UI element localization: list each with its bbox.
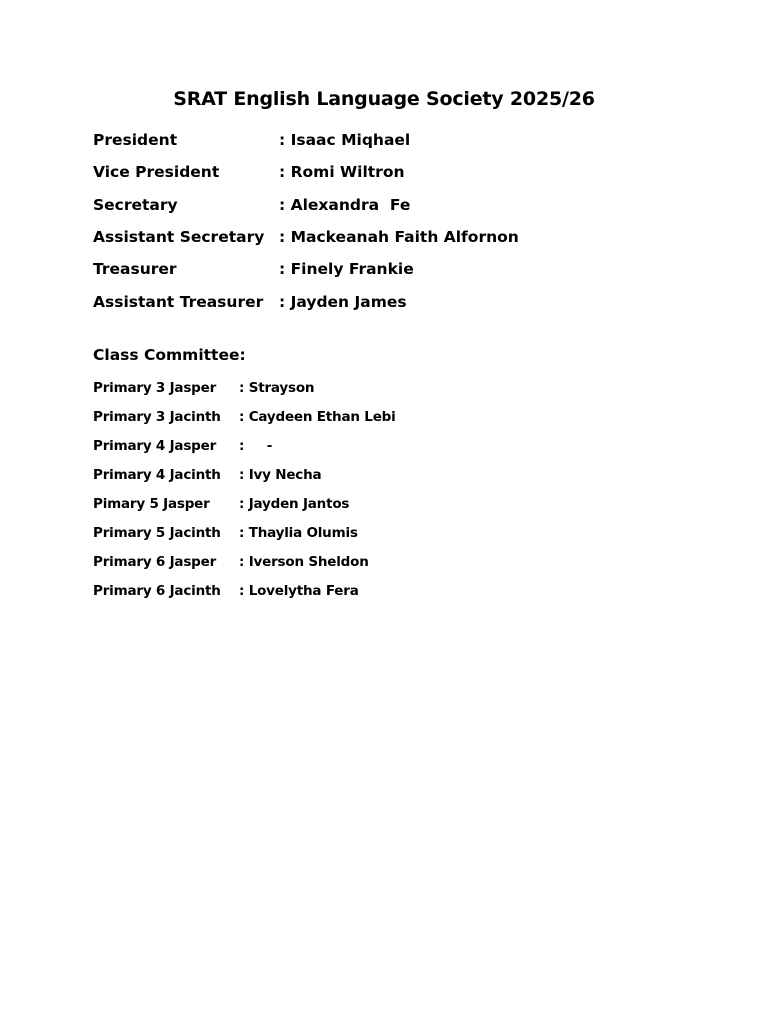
officer-row-assistant-treasurer [93,285,653,317]
officer-name: : Alexandra Fe [279,195,411,214]
class-representative: : Caydeen Ethan Lebi [239,408,396,425]
officer-name: : Romi Wiltron [279,163,405,182]
class-name: Primary 3 Jacinth [93,408,221,425]
officer-role: Assistant Treasurer [93,292,264,311]
officer-name: : Jayden James [279,292,407,311]
officers-list [93,124,653,318]
officer-name: : Mackeanah Faith Alfornon [279,228,519,247]
committee-row [93,547,593,576]
class-name: Primary 4 Jacinth [93,466,221,483]
officer-role: Secretary [93,195,178,214]
officer-row-vice-president [93,156,653,188]
committee-row [93,431,593,460]
class-committee-list [93,373,593,605]
officer-row-assistant-secretary [93,221,653,253]
class-representative: : Strayson [239,379,315,396]
officer-row-president [93,124,653,156]
officer-row-secretary [93,189,653,221]
document-title: SRAT English Language Society 2025/26 [173,88,595,110]
committee-row [93,402,593,431]
class-representative: : Jayden Jantos [239,495,350,512]
committee-row [93,576,593,605]
officer-role: Treasurer [93,260,177,279]
class-name: Primary 4 Jasper [93,437,217,454]
committee-row [93,489,593,518]
class-representative: : - [239,437,273,454]
class-representative: : Iverson Sheldon [239,553,369,570]
class-name: Pimary 5 Jasper [93,495,210,512]
committee-row [93,373,593,402]
class-name: Primary 5 Jacinth [93,524,221,541]
officer-role: President [93,131,178,150]
class-name: Primary 6 Jacinth [93,582,221,599]
officer-name: : Finely Frankie [279,260,414,279]
officer-role: Assistant Secretary [93,228,265,247]
committee-row [93,460,593,489]
officer-name: : Isaac Miqhael [279,131,411,150]
officer-row-treasurer [93,253,653,285]
class-committee-heading: Class Committee: [93,346,246,364]
officer-role: Vice President [93,163,220,182]
class-representative: : Lovelytha Fera [239,582,359,599]
class-name: Primary 3 Jasper [93,379,217,396]
class-representative: : Ivy Necha [239,466,322,483]
class-name: Primary 6 Jasper [93,553,217,570]
class-representative: : Thaylia Olumis [239,524,358,541]
committee-row [93,518,593,547]
